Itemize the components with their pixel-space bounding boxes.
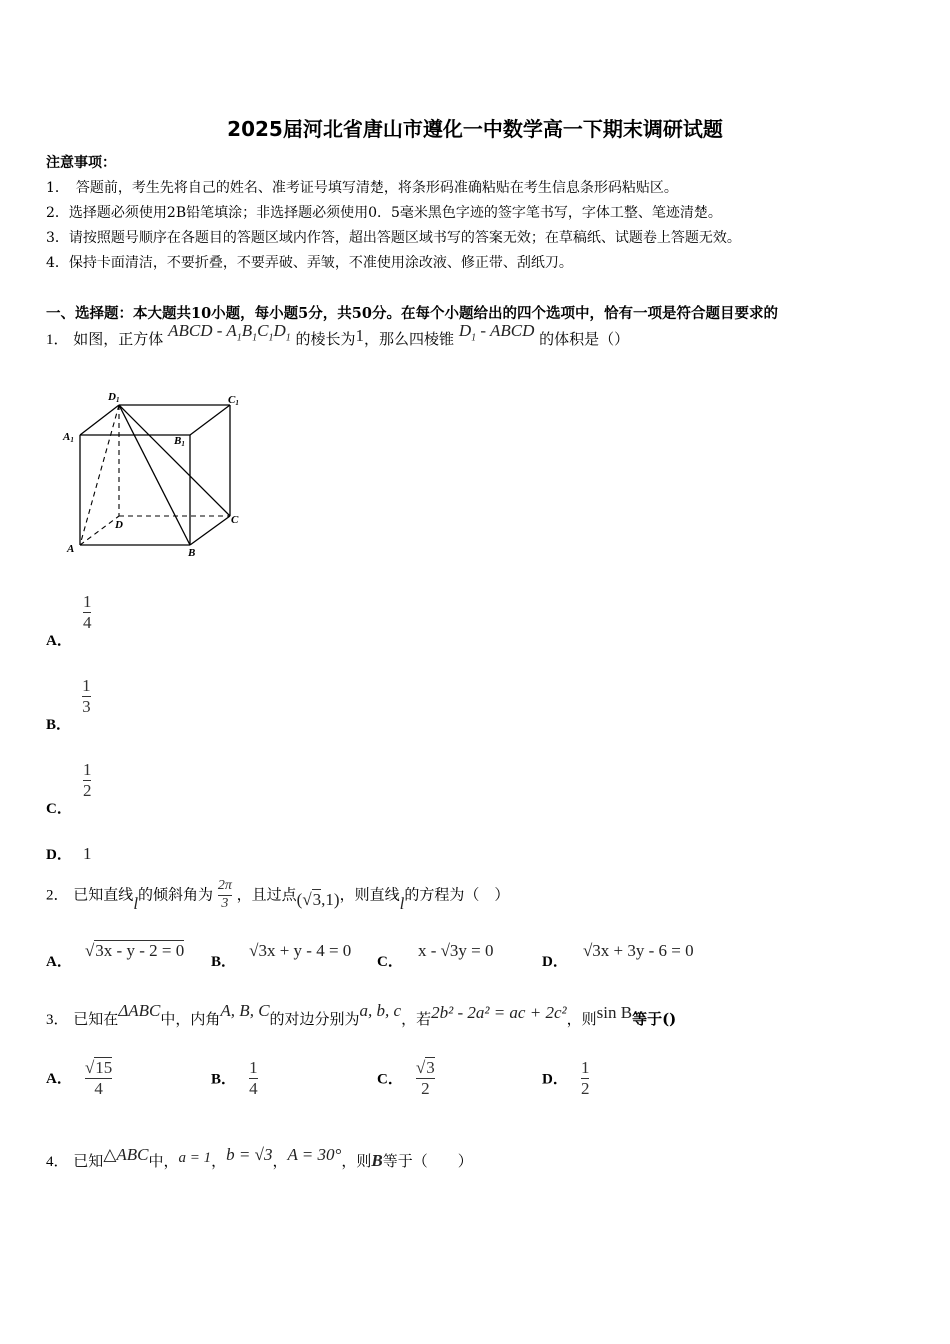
frac-num: 1: [82, 592, 92, 611]
frac-den: 4: [249, 1079, 258, 1099]
question-text: 的方程为（ ）: [404, 885, 510, 904]
section-heading: 一、选择题：本大题共10小题，每小题5分，共50分。在每个小题给出的四个选项中，恰有一项是符合题目要求的: [46, 305, 778, 322]
frac-num: 1: [249, 1058, 258, 1077]
question-number: 2．: [46, 887, 69, 904]
math-line-l: l: [133, 894, 139, 914]
fraction: [85, 1058, 112, 1100]
cube-figure: [60, 388, 250, 563]
label-a1: A1: [63, 431, 74, 444]
frac-den: 2: [580, 1079, 590, 1099]
question-number: 4．: [46, 1154, 69, 1170]
option-label: B．: [211, 954, 237, 970]
frac-den: 4: [94, 1079, 103, 1099]
option-label: A．: [46, 954, 72, 970]
question-text: 等于（ ）: [382, 1152, 473, 1170]
question-text: ，: [272, 1152, 288, 1170]
question-4: [46, 1145, 473, 1171]
option-d[interactable]: [542, 1058, 589, 1100]
option-label: C．: [377, 954, 403, 970]
frac-num: 1: [82, 676, 91, 695]
frac-num: 1: [82, 760, 92, 779]
math-triangle: ΔABC: [118, 1001, 161, 1020]
math-point-radicand: 3: [312, 890, 322, 910]
question-text: 的倾斜角为: [138, 885, 214, 904]
page-title: 2025届河北省唐山市遵化一中数学高一下期末调研试题: [227, 117, 723, 141]
question-number: 3．: [46, 1012, 69, 1028]
math-cube-a: ABCD - A: [168, 321, 237, 340]
frac-num: √15: [84, 1058, 113, 1077]
question-text: 的对边分别为: [269, 1010, 360, 1028]
option-c[interactable]: [46, 760, 92, 818]
question-text: ，则: [566, 1010, 597, 1028]
notice-item: 4．保持卡面清洁，不要折叠，不要弄破、弄皱，不准使用涂改液、修正带、刮纸刀。: [46, 255, 573, 271]
math-point-close: ,1): [321, 890, 340, 910]
label-c: C: [231, 514, 239, 526]
question-number: 1．: [46, 332, 69, 348]
question-1: [46, 321, 630, 351]
frac-den: 2: [421, 1079, 430, 1099]
fraction: [581, 1058, 590, 1100]
option-label: D．: [542, 1071, 568, 1088]
option-a[interactable]: A． √3x - y - 2 = 0: [46, 941, 185, 970]
math-angle-a: A = 30°: [287, 1145, 342, 1164]
frac-num: √3: [415, 1058, 435, 1077]
question-text: 的棱长为: [295, 330, 356, 348]
math-a: a = 1: [178, 1150, 212, 1166]
option-label: C．: [46, 801, 72, 818]
question-text: 的体积是（）: [539, 330, 630, 348]
label-a: A: [67, 543, 75, 555]
question-2: [46, 878, 509, 913]
fraction: [83, 592, 92, 634]
option-label: C．: [377, 1071, 403, 1088]
notice-item: 3．请按照题号顺序在各题目的答题区域内作答，超出答题区域书写的答案无效；在草稿纸、试题卷上答题无效。: [46, 230, 741, 246]
math-b: b = √3: [226, 1145, 273, 1164]
math-sides: a, b, c: [359, 1001, 402, 1020]
option-a[interactable]: [46, 592, 92, 650]
option-a[interactable]: [46, 1058, 112, 1100]
math-angles: A, B, C: [220, 1001, 270, 1020]
question-text: ，且过点: [236, 885, 297, 904]
question-text: ，若: [401, 1010, 432, 1028]
question-text: ，则直线: [339, 885, 400, 904]
math-point: (√3,1): [296, 890, 340, 910]
option-b[interactable]: [46, 676, 91, 734]
label-d: D: [115, 519, 123, 531]
question-text: 已知在: [73, 1010, 119, 1028]
option-label: A．: [46, 1071, 72, 1088]
option-expr: x - √3y = 0: [417, 941, 494, 960]
question-text: ，: [211, 1152, 227, 1170]
math-line-l: l: [399, 894, 405, 914]
frac-den: 4: [82, 613, 92, 633]
option-c[interactable]: [377, 1058, 435, 1100]
question-3: [46, 1001, 677, 1029]
frac-num-radicand: 15: [95, 1058, 113, 1077]
option-d[interactable]: [46, 843, 91, 864]
question-text: 中，: [148, 1152, 179, 1170]
math-pyramid-a: D: [458, 321, 472, 340]
label-c1: C1: [228, 394, 239, 407]
question-text: ，则: [341, 1152, 372, 1170]
frac-den: 2: [82, 781, 92, 801]
frac-num: 1: [580, 1058, 590, 1077]
question-text: 已知: [73, 1152, 104, 1170]
question-text: 等于(): [632, 1010, 677, 1028]
option-b[interactable]: B． √3x + y - 4 = 0: [211, 941, 352, 970]
option-d[interactable]: D． √3x + 3y - 6 = 0: [542, 941, 694, 970]
frac-den: 3: [221, 895, 229, 911]
option-expr: 3x + 3y - 6 = 0: [592, 941, 694, 960]
label-b1: B1: [174, 435, 185, 448]
option-expr: [94, 940, 184, 960]
question-text: ，那么四棱锥: [364, 330, 455, 348]
option-label: B．: [46, 717, 72, 734]
math-length: 1: [355, 326, 365, 345]
fraction: [82, 676, 91, 718]
notice-item: 2．选择题必须使用2B铅笔填涂；非选择题必须使用0．5毫米黑色字迹的签字笔书写，字体工整、笔迹清楚。: [46, 205, 722, 221]
math-equation: 2b² - 2a² = ac + 2c²: [431, 1003, 567, 1022]
option-label: D．: [542, 954, 568, 970]
option-c[interactable]: [377, 940, 494, 970]
math-cube: ABCD - $A_1B_1C_1D_1$: [168, 321, 291, 344]
frac-num-radicand: 3: [426, 1058, 435, 1077]
fraction: [416, 1058, 435, 1100]
math-triangle: △ABC: [103, 1145, 149, 1164]
option-label: A．: [46, 633, 72, 650]
fraction: [83, 760, 92, 802]
label-b: B: [188, 547, 196, 559]
math-sinb: sin B: [596, 1003, 633, 1022]
option-value: 1: [82, 844, 92, 863]
option-b[interactable]: [211, 1058, 258, 1100]
frac-den: 3: [82, 697, 91, 717]
math-b-angle: B: [371, 1151, 383, 1170]
question-text: 中，内角: [160, 1010, 221, 1028]
label-d1: D1: [108, 391, 120, 404]
math-point-open: (: [296, 890, 303, 910]
question-text: 已知直线: [73, 885, 134, 904]
fraction: [249, 1058, 258, 1100]
option-label: B．: [211, 1071, 237, 1088]
angle-fraction: [218, 878, 232, 913]
question-text: 如图，正方体: [73, 330, 164, 348]
option-expr: 3x + y - 4 = 0: [258, 941, 352, 960]
notice-item: 1． 答题前，考生先将自己的姓名、准考证号填写清楚，将条形码准确粘贴在考生信息条形码粘贴区。: [46, 180, 678, 196]
option-label: D．: [46, 847, 72, 863]
math-pyramid: $D_1$ - ABCD: [458, 321, 535, 344]
frac-num: 2π: [217, 878, 232, 893]
math-pyramid-b: - ABCD: [476, 321, 535, 340]
option-expr-text: 3x - y - 2 = 0: [95, 941, 185, 960]
notice-heading: 注意事项：: [46, 155, 116, 171]
